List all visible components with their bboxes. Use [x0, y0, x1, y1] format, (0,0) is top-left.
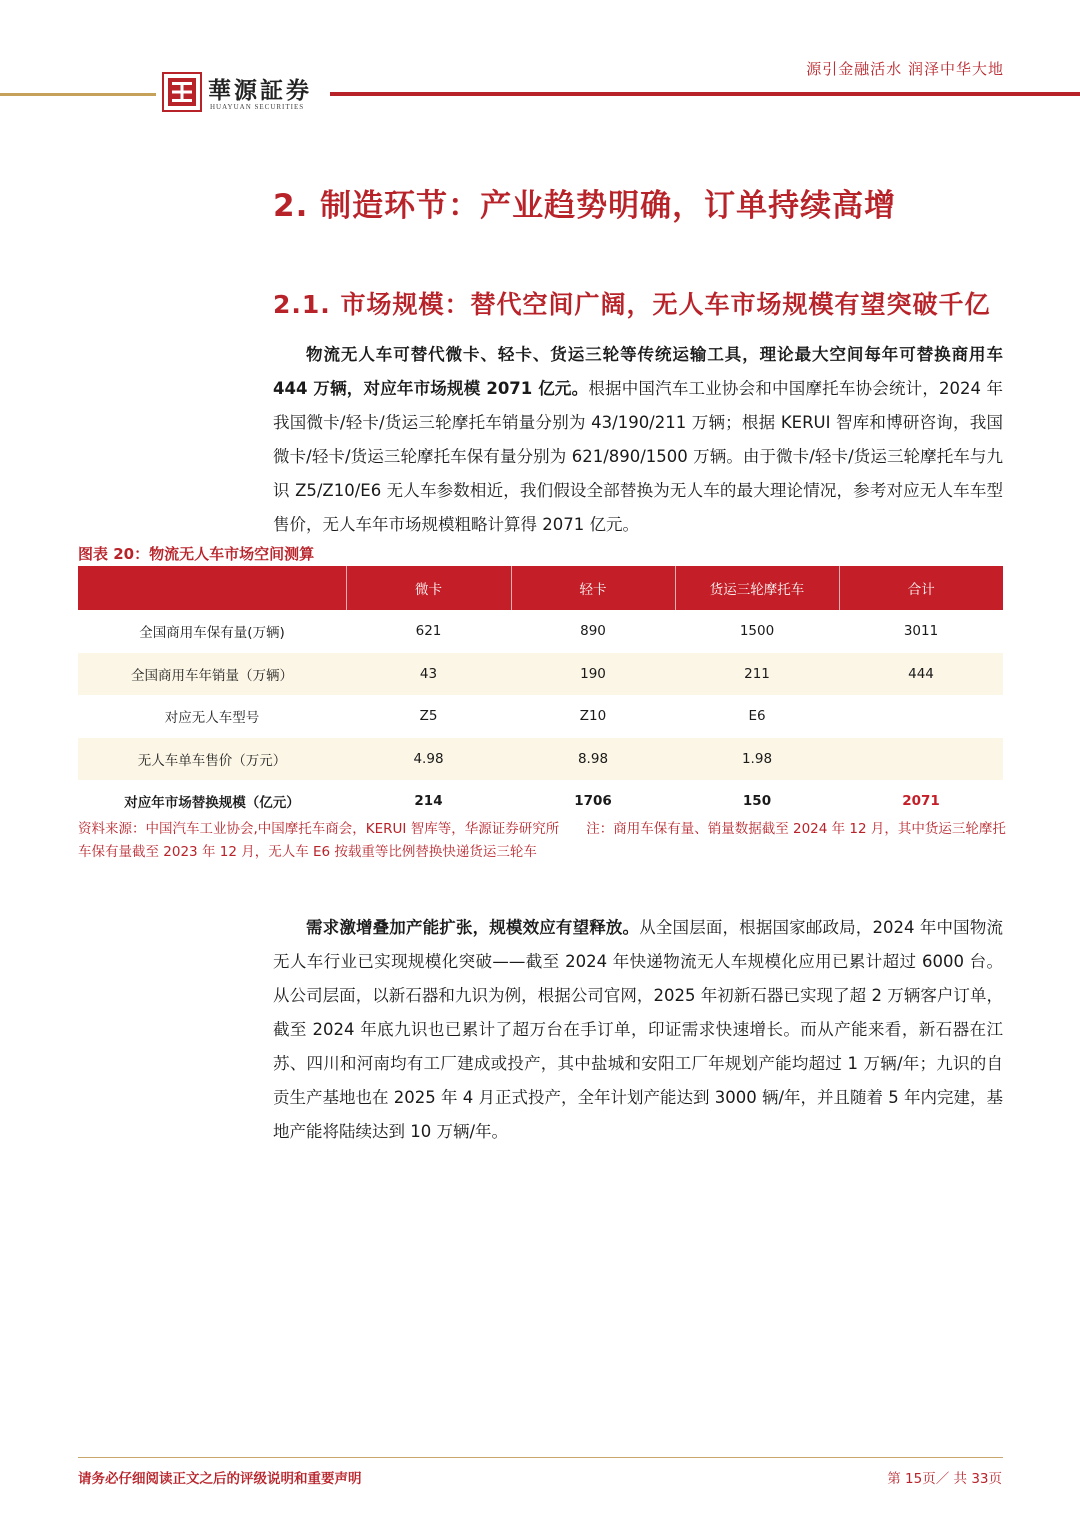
table-row [78, 695, 1003, 738]
section-subtitle: 2.1. 市场规模：替代空间广阔，无人车市场规模有望突破千亿 [273, 290, 991, 319]
table-cell: 621 [415, 623, 442, 640]
row-label: 对应年市场替换规模（亿元） [124, 795, 300, 812]
table-cell: E6 [748, 708, 766, 725]
row-label: 对应无人车型号 [164, 710, 260, 727]
table-header-cell: 微卡 [346, 566, 511, 610]
brand-logo [162, 72, 312, 116]
table-header-cell: 货运三轮摩托车 [675, 566, 839, 610]
table-cell: 1.98 [675, 738, 839, 781]
table-cell: Z5 [419, 708, 438, 725]
row-label: 全国商用车保有量(万辆) [139, 625, 285, 642]
page-number: 第 15页／ 共 33页 [887, 1471, 1002, 1487]
header-rule-red [330, 92, 1080, 96]
paragraph-1-lead: 物流无人车可替代微卡、轻卡、货运三轮等传统运输工具，理论最大空间每年可替换商用车 444 万辆，对应年市场规模 2071 亿元。 [273, 345, 1003, 398]
table-header-cell [78, 566, 346, 610]
body-paragraph-1 [273, 338, 1003, 542]
row-label: 全国商用车年销量（万辆） [78, 653, 346, 696]
table-cell: 1706 [574, 793, 612, 810]
table-header-cell: 轻卡 [511, 566, 675, 610]
table-row [78, 653, 1003, 696]
table-cell: 211 [675, 653, 839, 696]
table-cell: 890 [580, 623, 606, 640]
header-slogan: 源引金融活水 润泽中华大地 [806, 60, 1004, 78]
market-size-table [78, 566, 1003, 823]
paragraph-1-text: 根据中国汽车工业协会和中国摩托车协会统计，2024 年我国微卡/轻卡/货运三轮摩托车销量分别为 43/190/211 万辆；根据 KERUI 智库和博研咨询，我国微卡/轻卡/货运三轮摩托车保有量分别为 621/890/1500 万辆。由于微卡/轻卡/货运三轮摩托车与九识 Z5/Z10/E6 无人车参数相近，我们假设全部替换为无人车的最大理论情况，参考对应无人车车型售价，无人车年市场规模粗略计算得 2071 亿元。 [273, 379, 1003, 534]
paragraph-2-text: 从全国层面，根据国家邮政局，2024 年中国物流无人车行业已实现规模化突破——截至 2024 年快递物流无人车规模化应用已累计超过 6000 台。从公司层面，以新石器和九识为例，根据公司官网，2025 年初新石器已实现了超 2 万辆客户订单，截至 2024 年底九识也已累计了超万台在手订单，印证需求快速增长。而从产能来看，新石器在江苏、四川和河南均有工厂建成或投产，其中盐城和安阳工厂年规划产能均超过 1 万辆/年；九识的自贡生产基地也在 2025 年 4 月正式投产，全年计划产能达到 3000 辆/年，并且随着 5 年内完建，基地产能将陆续达到 10 万辆/年。 [273, 918, 1003, 1141]
table-cell: 43 [346, 653, 511, 696]
logo-chinese-name: 華源証券 [208, 77, 312, 104]
table-header-row [78, 566, 1003, 610]
table-cell: Z10 [579, 708, 607, 725]
figure-source-note: 资料来源：中国汽车工业协会,中国摩托车商会，KERUI 智库等，华源证券研究所 注：商用车保有量、销量数据截至 2024 年 12 月，其中货运三轮摩托车保有量截至 2023 年 12 月，无人车 E6 按载重等比例替换快递货运三轮车 [78, 821, 1006, 860]
table-cell: 444 [839, 653, 1003, 696]
row-label: 无人车单车售价（万元） [78, 738, 346, 781]
header-rule-gold [0, 93, 156, 96]
logo-english-name: HUAYUAN SECURITIES [210, 103, 305, 111]
figure-title: 图表 20：物流无人车市场空间测算 [78, 545, 315, 563]
table-cell: 214 [414, 793, 443, 810]
table-cell: 1500 [739, 623, 775, 640]
paragraph-2-lead: 需求激增叠加产能扩张，规模效应有望释放。 [306, 918, 640, 937]
footer-rule [78, 1457, 1003, 1458]
table-row [78, 738, 1003, 781]
section-title: 2. 制造环节：产业趋势明确，订单持续高增 [273, 188, 897, 224]
table-cell: 190 [511, 653, 675, 696]
table-cell: 3011 [903, 623, 939, 640]
table-cell: 4.98 [346, 738, 511, 781]
table-header-cell: 合计 [839, 566, 1003, 610]
table-cell [839, 695, 1003, 738]
table-row [78, 610, 1003, 653]
footer-disclaimer: 请务必仔细阅读正文之后的评级说明和重要声明 [78, 1471, 362, 1487]
table-cell: 150 [742, 793, 772, 810]
table-total-cell: 2071 [902, 793, 940, 810]
table-cell: 8.98 [511, 738, 675, 781]
table-cell [839, 738, 1003, 781]
logo-seal-icon [162, 72, 202, 112]
table-total-row [78, 780, 1003, 823]
body-paragraph-2 [273, 911, 1003, 1149]
